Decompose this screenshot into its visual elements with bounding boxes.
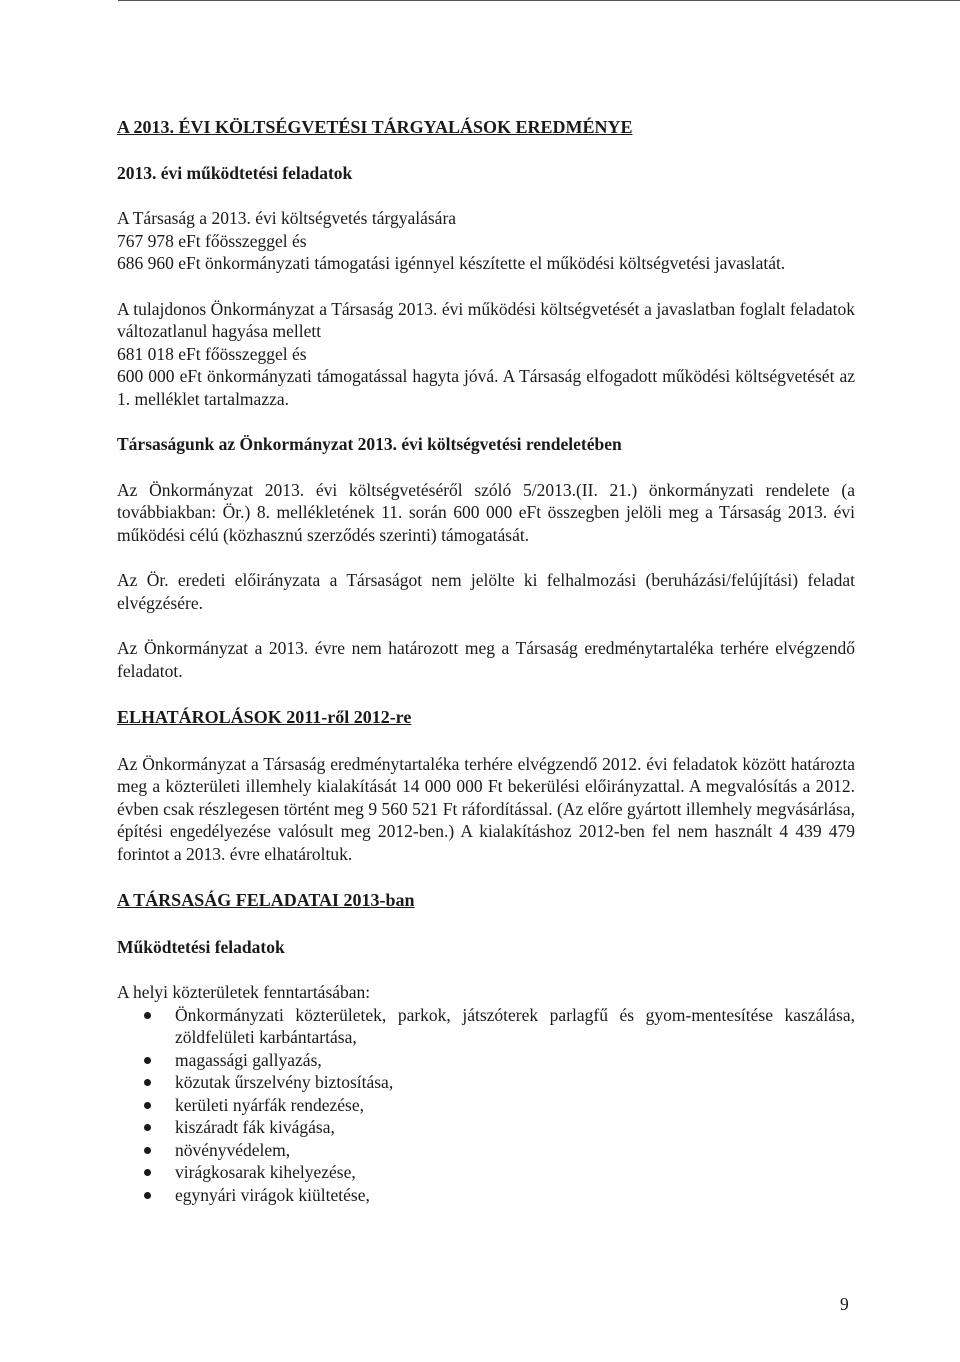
approved-budget-line-2: 681 018 eFt főösszeggel és <box>117 343 307 364</box>
list-item <box>117 1071 855 1094</box>
list-item <box>117 1161 855 1184</box>
list-item <box>117 1139 855 1162</box>
list-item <box>117 1116 855 1139</box>
bullet-icon <box>144 1169 151 1176</box>
list-item <box>117 1184 855 1207</box>
document-page <box>117 116 855 1206</box>
bullet-icon <box>144 1192 151 1199</box>
bullet-icon <box>144 1079 151 1086</box>
operation-subheading: Működtetési feladatok <box>117 936 285 957</box>
list-item-text: Önkormányzati közterületek, parkok, játszóterek parlagfű és gyom-mentesítése kaszálása, zöldfelületi karbántartása, <box>175 1004 855 1047</box>
approved-budget-line-3: 600 000 eFt önkormányzati támogatással hagyta jóvá. A Társaság elfogadott működési költségvetését az 1. melléklet tartalmazza. <box>117 366 855 409</box>
list-item-text: közutak űrszelvény biztosítása, <box>175 1072 394 1092</box>
list-intro: A helyi közterületek fenntartásában: <box>117 982 371 1002</box>
approved-budget-paragraph <box>117 298 855 411</box>
company-tasks-heading: A TÁRSASÁG FELADATAI 2013-ban <box>117 890 415 910</box>
list-item-text: növényvédelem, <box>175 1139 291 1160</box>
budget-proposal-line-1: A Társaság a 2013. évi költségvetés tárgyalására <box>117 208 457 228</box>
list-item-text: magassági gallyazás, <box>175 1049 322 1070</box>
list-item-text: kiszáradt fák kivágása, <box>175 1117 335 1137</box>
list-item-text: virágkosarak kihelyezése, <box>175 1162 356 1182</box>
list-item-text: kerületi nyárfák rendezése, <box>175 1094 364 1115</box>
bullet-icon <box>144 1124 151 1131</box>
deferrals-heading: ELHATÁROLÁSOK 2011-ről 2012-re <box>117 707 412 727</box>
decree-paragraph: Az Önkormányzat 2013. évi költségvetéséről szóló 5/2013.(II. 21.) önkormányzati rendelete (a továbbiakban: Ör.) 8. mellékletének 11. során 600 000 eFt összegben jelöli meg a Társaság 2013. évi működési célú (közhasznú szerződés szerinti) támogatását. <box>117 479 855 545</box>
list-item <box>117 1094 855 1117</box>
list-item-text: egynyári virágok kiültetése, <box>175 1184 370 1205</box>
list-item <box>117 1049 855 1072</box>
page-number: 9 <box>840 1294 849 1314</box>
decree-heading: Társaságunk az Önkormányzat 2013. évi költségvetési rendeletében <box>117 434 622 454</box>
maintenance-task-list <box>117 1004 855 1207</box>
budget-proposal-paragraph <box>117 207 855 275</box>
budget-proposal-line-2: 767 978 eFt főösszeggel és <box>117 230 307 251</box>
original-appropriation-paragraph: Az Ör. eredeti előirányzata a Társaságot nem jelölte ki felhalmozási (beruházási/felújítási) feladat elvégzésére. <box>117 570 855 613</box>
bullet-icon <box>144 1147 151 1154</box>
deferrals-paragraph: Az Önkormányzat a Társaság eredménytartaléka terhére elvégzendő 2012. évi feladatok között határozta meg a közterületi illemhely kialakítását 14 000 000 Ft bekerülési előirányzattal. A megvalósítás a 2012. évben csak részlegesen történt meg 9 560 521 Ft ráfordítással. (Az előre gyártott illemhely megvásárlása, építési engedélyezése valósult meg 2012-ben.) A kialakításhoz 2012-ben fel nem használt 4 439 479 forintot a 2013. évre elhatároltuk. <box>117 753 855 864</box>
top-rule <box>118 0 960 1</box>
budget-proposal-line-3: 686 960 eFt önkormányzati támogatási igénnyel készítette el működési költségvetési javaslatát. <box>117 253 786 273</box>
bullet-icon <box>144 1012 151 1019</box>
reserve-paragraph: Az Önkormányzat a 2013. évre nem határozott meg a Társaság eredménytartaléka terhére elvégzendő feladatot. <box>117 638 855 681</box>
bullet-icon <box>144 1102 151 1109</box>
document-title: A 2013. ÉVI KÖLTSÉGVETÉSI TÁRGYALÁSOK EREDMÉNYE <box>117 117 633 137</box>
bullet-icon <box>144 1057 151 1064</box>
approved-budget-line-1: A tulajdonos Önkormányzat a Társaság 2013. évi működési költségvetését a javaslatban foglalt feladatok változatlanul hagyása mellett <box>117 298 855 341</box>
list-item <box>117 1004 855 1049</box>
operational-tasks-heading: 2013. évi működtetési feladatok <box>117 162 353 183</box>
